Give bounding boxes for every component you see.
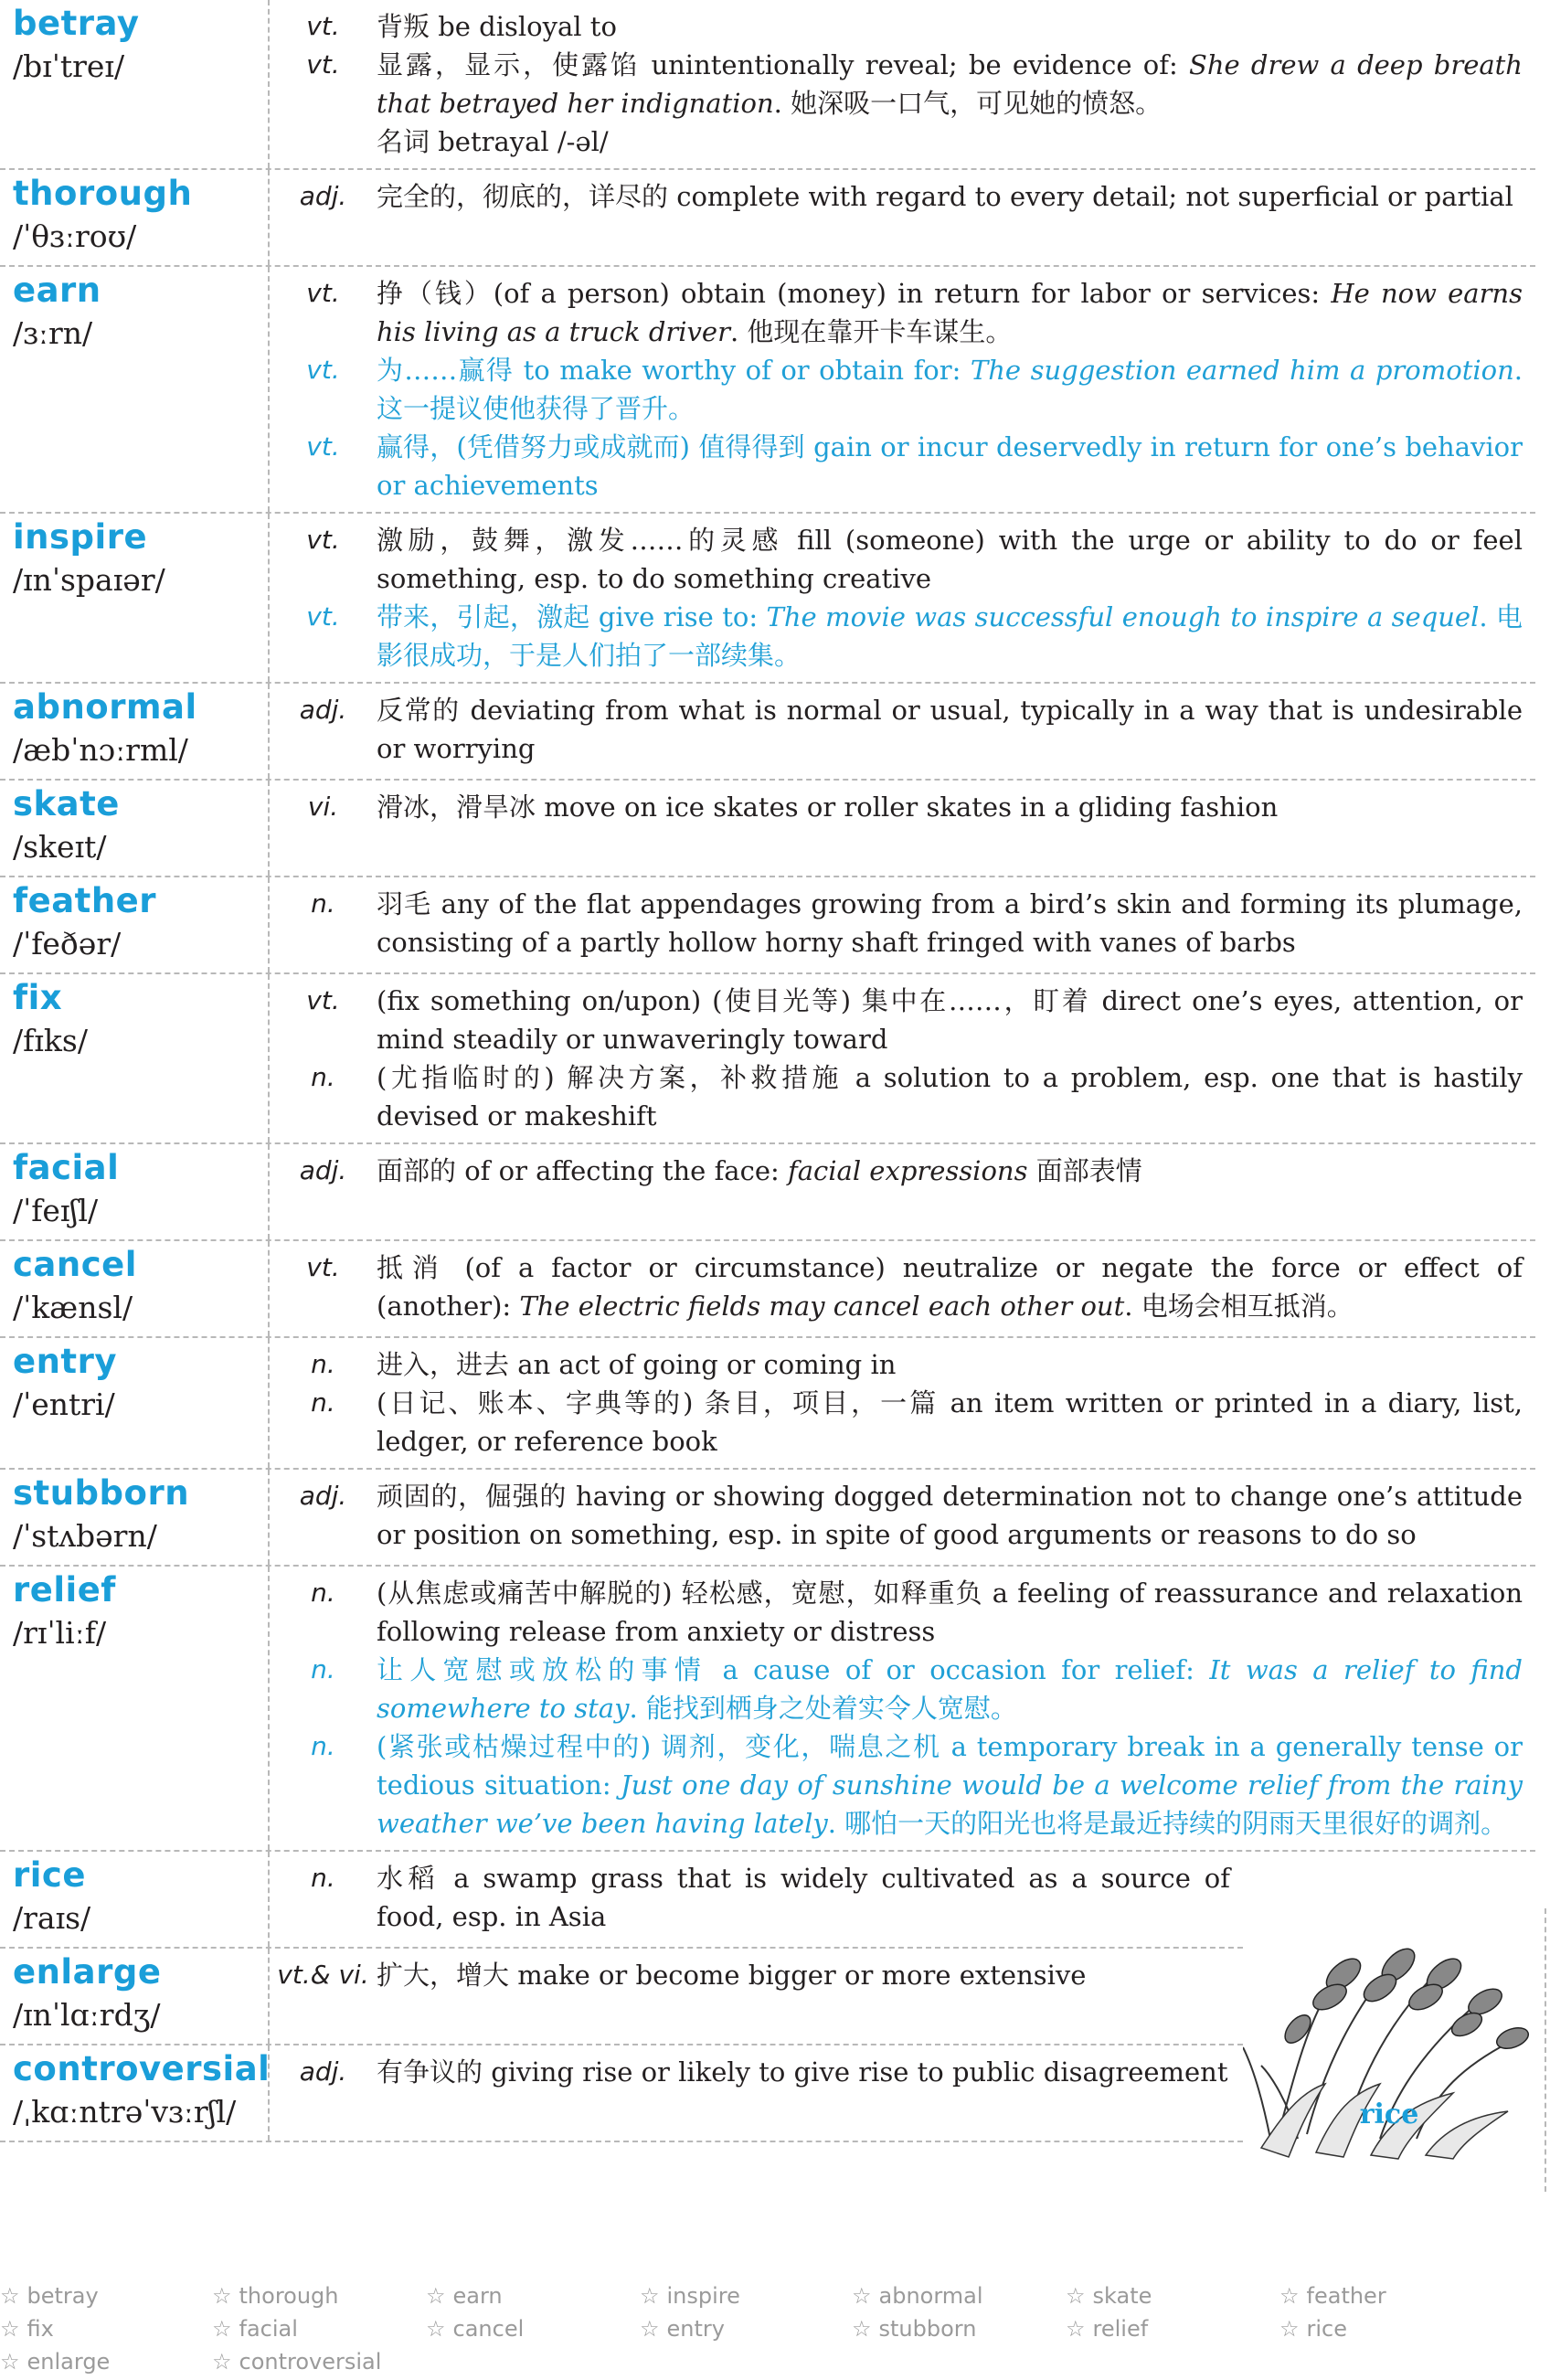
entry-fix — [0, 974, 1535, 1144]
index-item[interactable] — [0, 2312, 54, 2345]
definition — [377, 428, 1523, 505]
index-item[interactable] — [212, 2279, 339, 2312]
sense — [270, 7, 1523, 46]
star-icon: ☆ — [852, 2283, 872, 2309]
headword-column — [0, 684, 270, 779]
phonetic: /ˈentri/ — [13, 1387, 115, 1422]
definition — [377, 1058, 1523, 1135]
definition-text: 扩大，增大 make or become bigger or more extensive — [377, 1960, 1087, 1991]
part-of-speech: adj. — [299, 2056, 347, 2087]
part-of-speech: vt. — [306, 11, 340, 41]
headword: betray — [13, 4, 140, 43]
sense — [270, 274, 1523, 351]
definition — [377, 521, 1523, 598]
star-icon: ☆ — [212, 2283, 232, 2309]
definition — [377, 274, 1523, 351]
index-item[interactable] — [0, 2345, 110, 2378]
star-icon: ☆ — [426, 2283, 446, 2309]
phonetic: /ˈkænsl/ — [13, 1290, 133, 1325]
index-word: controversial — [239, 2349, 382, 2375]
sense — [270, 1574, 1523, 1651]
definition-text: 显露，显示，使露馅 unintentionally reveal; be evidence of: — [377, 49, 1189, 80]
definition — [377, 2053, 1230, 2091]
headword: facial — [13, 1148, 120, 1187]
definition-text: 面部的 of or affecting the face: — [377, 1155, 788, 1186]
phonetic: /ɪnˈlɑːrdʒ/ — [13, 1997, 161, 2033]
definition-text: . 他现在靠开卡车谋生。 — [729, 316, 1013, 347]
definition-column — [270, 1470, 1535, 1565]
part-of-speech: n. — [311, 1387, 335, 1418]
index-word: rice — [1306, 2316, 1348, 2342]
definition-column — [270, 0, 1535, 168]
definition — [377, 788, 1523, 826]
star-icon: ☆ — [1279, 2283, 1300, 2309]
sense — [270, 885, 1523, 962]
part-of-speech: vt. — [306, 278, 340, 308]
definition-text: (从焦虑或痛苦中解脱的) 轻松感，宽慰，如释重负 a feeling of reassurance and relaxation following release from anxiety or distress — [377, 1578, 1523, 1647]
index-word: fix — [27, 2316, 54, 2342]
entry-thorough — [0, 170, 1535, 267]
index-item[interactable] — [426, 2312, 524, 2345]
index-item[interactable] — [1066, 2312, 1148, 2345]
sense — [270, 691, 1523, 768]
definition-text: 反常的 deviating from what is normal or usual, typically in a way that is undesirable or worrying — [377, 695, 1523, 764]
sense — [270, 46, 1523, 122]
headword-column — [0, 1949, 270, 2044]
part-of-speech: n. — [311, 1349, 335, 1379]
definition-text: 进入，进去 an act of going or coming in — [377, 1349, 897, 1380]
headword-column — [0, 2045, 270, 2141]
definition-column — [270, 1144, 1535, 1239]
word-index — [0, 2279, 1550, 2378]
phonetic: /ˈfeðər/ — [13, 926, 122, 962]
definition — [377, 598, 1523, 675]
part-of-speech: vt. — [306, 525, 340, 555]
star-icon: ☆ — [426, 2316, 446, 2342]
phonetic: /skeɪt/ — [13, 829, 107, 865]
derived-form-row — [270, 122, 1523, 161]
entry-rice — [0, 1852, 1243, 1949]
headword: enlarge — [13, 1952, 162, 1992]
star-icon: ☆ — [1279, 2316, 1300, 2342]
entry-stubborn — [0, 1470, 1535, 1567]
sense — [270, 598, 1523, 675]
star-icon: ☆ — [640, 2283, 660, 2309]
headword: entry — [13, 1342, 117, 1381]
definition — [377, 1651, 1523, 1727]
part-of-speech: n. — [311, 1731, 335, 1761]
headword-column — [0, 1241, 270, 1336]
index-row — [0, 2312, 1550, 2345]
definition-text: 滑冰，滑旱冰 move on ice skates or roller skates in a gliding fashion — [377, 792, 1279, 823]
definition-text: 为……赢得 to make worthy of or obtain for: — [377, 355, 971, 386]
part-of-speech: n. — [311, 1863, 335, 1893]
example-sentence: The suggestion earned him a promotion — [970, 355, 1514, 386]
definition-column — [270, 684, 1535, 779]
definition — [377, 177, 1523, 216]
part-of-speech: adj. — [299, 1155, 347, 1185]
headword: abnormal — [13, 687, 197, 727]
definition-text: 羽毛 any of the flat appendages growing from a bird’s skin and forming its plumage, consisting of a partly hollow horny shaft fringed with vanes of barbs — [377, 888, 1523, 958]
part-of-speech: n. — [311, 888, 335, 919]
sense — [270, 1384, 1523, 1461]
definition-text: (fix something on/upon) (使目光等) 集中在……，盯着 direct one’s eyes, attention, or mind steadily or unwaveringly toward — [377, 985, 1523, 1055]
part-of-speech: vt. — [306, 1252, 340, 1282]
index-word: inspire — [666, 2283, 740, 2309]
phonetic: /ˌkɑːntrəˈvɜːrʃl/ — [13, 2094, 237, 2130]
sense — [270, 1058, 1523, 1135]
sense — [270, 1727, 1523, 1843]
definition — [377, 1574, 1523, 1651]
index-word: thorough — [239, 2283, 339, 2309]
definition-text: 抵消 (of a factor or circumstance) neutralize or negate the force or effect of (another): — [377, 1252, 1523, 1322]
star-icon: ☆ — [0, 2349, 20, 2375]
example-sentence: The movie was successful enough to inspire a sequel — [766, 601, 1480, 632]
sense — [270, 521, 1523, 598]
part-of-speech: adj. — [299, 181, 347, 211]
headword-column — [0, 974, 270, 1142]
phonetic: /rɪˈliːf/ — [13, 1615, 107, 1651]
headword-column — [0, 877, 270, 972]
definition-column — [270, 877, 1535, 972]
phonetic: /æbˈnɔːrml/ — [13, 732, 188, 768]
definition-text: 赢得，(凭借努力或成就而) 值得得到 gain or incur deservedly in return for one’s behavior or achievements — [377, 431, 1523, 501]
headword-column — [0, 1338, 270, 1468]
part-of-speech: vt. — [306, 431, 340, 462]
index-item[interactable] — [212, 2312, 298, 2345]
sense — [270, 1859, 1230, 1936]
sense — [270, 177, 1523, 216]
headword-column — [0, 781, 270, 876]
star-icon: ☆ — [1066, 2316, 1086, 2342]
headword-column — [0, 1470, 270, 1565]
definition-text: 有争议的 giving rise or likely to give rise to public disagreement — [377, 2056, 1228, 2088]
star-icon: ☆ — [1066, 2283, 1086, 2309]
sense — [270, 1651, 1523, 1727]
headword-column — [0, 1567, 270, 1850]
headword: feather — [13, 881, 157, 920]
entry-abnormal — [0, 684, 1535, 781]
definition-text: . 电场会相互抵消。 — [1124, 1291, 1354, 1322]
phonetic: /fɪks/ — [13, 1023, 88, 1058]
definition-column — [270, 170, 1535, 265]
entry-earn — [0, 267, 1535, 514]
headword: cancel — [13, 1245, 137, 1284]
headword-column — [0, 514, 270, 682]
definition — [377, 1152, 1523, 1190]
definition-column — [270, 974, 1535, 1142]
definition-text: 激励，鼓舞，激发……的灵感 fill (someone) with the urge or ability to do or feel something, esp. to do something creative — [377, 525, 1523, 594]
index-word: stubborn — [878, 2316, 977, 2342]
entry-skate — [0, 781, 1535, 877]
definition — [377, 1859, 1230, 1936]
index-word: facial — [239, 2316, 298, 2342]
phonetic: /ɪnˈspaɪər/ — [13, 562, 165, 598]
definition-column — [270, 1241, 1535, 1336]
sense — [270, 982, 1523, 1058]
star-icon: ☆ — [212, 2316, 232, 2342]
index-word: relief — [1092, 2316, 1149, 2342]
index-word: betray — [27, 2283, 99, 2309]
entry-betray — [0, 0, 1535, 170]
headword: skate — [13, 784, 120, 823]
part-of-speech: vt. — [306, 601, 340, 632]
definition-column — [270, 2045, 1243, 2141]
definition-text: . 电影很成功，于是人们拍了一部续集。 — [377, 601, 1523, 671]
definition-column — [270, 267, 1535, 512]
headword-column — [0, 1144, 270, 1239]
index-word: skate — [1092, 2283, 1152, 2309]
sense — [270, 1345, 1523, 1384]
part-of-speech: adj. — [299, 1481, 347, 1511]
index-row — [0, 2279, 1550, 2312]
definition-column — [270, 1852, 1243, 1947]
sense — [270, 2053, 1230, 2091]
part-of-speech: vt. — [306, 985, 340, 1015]
definition — [377, 1248, 1523, 1325]
index-item[interactable] — [426, 2279, 503, 2312]
entry-facial — [0, 1144, 1535, 1241]
phonetic: /ˈstʌbərn/ — [13, 1518, 157, 1554]
part-of-speech: adj. — [299, 695, 347, 725]
entry-controversial — [0, 2045, 1243, 2142]
phonetic: /raɪs/ — [13, 1900, 91, 1936]
headword: stubborn — [13, 1473, 190, 1513]
part-of-speech: vt.& vi. — [277, 1960, 369, 1990]
part-of-speech: n. — [311, 1578, 335, 1608]
definition-text: 挣（钱）(of a person) obtain (money) in return for labor or services: — [377, 278, 1332, 309]
index-word: earn — [452, 2283, 503, 2309]
phonetic: /bɪˈtreɪ/ — [13, 48, 125, 84]
definition-column — [270, 1338, 1535, 1468]
definition-column — [270, 781, 1535, 876]
example-sentence: facial expressions — [787, 1155, 1028, 1186]
sense — [270, 1248, 1523, 1325]
definition-text: 面部表情 — [1027, 1155, 1142, 1186]
star-icon: ☆ — [0, 2283, 20, 2309]
index-item[interactable] — [212, 2345, 381, 2378]
index-item[interactable] — [1279, 2312, 1347, 2345]
derived-form: 名词 betrayal /-əl/ — [377, 126, 609, 157]
definition-text: . 这一提议使他获得了晋升。 — [377, 355, 1523, 424]
star-icon: ☆ — [212, 2349, 232, 2375]
entry-feather — [0, 877, 1535, 974]
definition-text: 完全的，彻底的，详尽的 complete with regard to every detail; not superficial or partial — [377, 181, 1513, 212]
definition-text: 背叛 be disloyal to — [377, 11, 617, 42]
index-word: entry — [666, 2316, 725, 2342]
definition — [377, 7, 1523, 46]
index-item[interactable] — [852, 2312, 976, 2345]
entry-cancel — [0, 1241, 1535, 1338]
definition-text: (日记、账本、字典等的) 条目，项目，一篇 an item written or printed in a diary, list, ledger, or reference book — [377, 1387, 1523, 1457]
definition-text: . 哪怕一天的阳光也将是最近持续的阴雨天里很好的调剂。 — [827, 1808, 1508, 1839]
entry-entry — [0, 1338, 1535, 1470]
index-word: feather — [1306, 2283, 1386, 2309]
index-item[interactable] — [640, 2312, 725, 2345]
definition — [377, 691, 1523, 768]
index-row — [0, 2345, 1550, 2378]
part-of-speech: vi. — [307, 792, 339, 822]
part-of-speech: n. — [311, 1654, 335, 1684]
sense — [270, 1152, 1523, 1190]
headword: rice — [13, 1855, 86, 1895]
definition-column — [270, 1949, 1243, 2044]
part-of-speech: vt. — [306, 49, 340, 80]
headword: earn — [13, 271, 101, 310]
headword: inspire — [13, 517, 148, 557]
index-word: cancel — [452, 2316, 525, 2342]
headword-column — [0, 0, 270, 168]
star-icon: ☆ — [852, 2316, 872, 2342]
example-sentence: Just one day of sunshine would be a welcome relief from the rainy weather we’ve been having lately — [377, 1769, 1523, 1839]
definition-column — [270, 1567, 1535, 1850]
definition — [377, 982, 1523, 1058]
definition — [377, 1956, 1230, 1994]
entry-relief — [0, 1567, 1535, 1852]
definition-text: 水稻 a swamp grass that is widely cultivated as a source of food, esp. in Asia — [377, 1863, 1230, 1932]
index-item[interactable] — [0, 2279, 99, 2312]
phonetic: /ɜːrn/ — [13, 315, 93, 351]
definition-text: . 她深吸一口气，可见她的愤怒。 — [773, 88, 1162, 119]
part-of-speech: n. — [311, 1062, 335, 1092]
sense — [270, 1477, 1523, 1554]
definition-text: 带来，引起，激起 give rise to: — [377, 601, 767, 632]
figure-caption: rice — [1359, 2098, 1419, 2130]
headword: controversial — [13, 2049, 271, 2088]
phonetic: /ˈθɜːroʊ/ — [13, 218, 137, 254]
sense — [270, 351, 1523, 428]
definition — [377, 1477, 1523, 1554]
headword-column — [0, 267, 270, 512]
spacer — [270, 122, 377, 161]
headword: fix — [13, 978, 63, 1017]
headword-column — [0, 170, 270, 265]
definition — [377, 1727, 1523, 1843]
example-sentence: The electric fields may cancel each other out — [519, 1291, 1125, 1322]
definition — [377, 1384, 1523, 1461]
sense — [270, 1956, 1230, 1994]
index-item[interactable] — [1279, 2279, 1386, 2312]
definition — [377, 885, 1523, 962]
definition — [377, 1345, 1523, 1384]
phonetic: /ˈfeɪʃl/ — [13, 1193, 99, 1228]
definition-text: (紧张或枯燥过程中的) 调剂，变化，喘息之机 a temporary break in a generally tense or tedious situation: — [377, 1731, 1523, 1801]
entry-inspire — [0, 514, 1535, 684]
index-item[interactable] — [640, 2279, 740, 2312]
entry-enlarge — [0, 1949, 1243, 2045]
definition-text: (尤指临时的) 解决方案，补救措施 a solution to a problem, esp. one that is hastily devised or makeshift — [377, 1062, 1523, 1132]
example-sentence: He now earns his living as a truck driver — [377, 278, 1523, 347]
headword: relief — [13, 1570, 116, 1610]
example-sentence: She drew a deep breath that betrayed her indignation — [377, 49, 1523, 119]
star-icon: ☆ — [640, 2316, 660, 2342]
index-word: abnormal — [878, 2283, 983, 2309]
sense — [270, 428, 1523, 505]
figure-divider — [1545, 1908, 1546, 2192]
definition — [377, 46, 1523, 122]
example-sentence: It was a relief to find somewhere to stay — [377, 1654, 1523, 1724]
rice-plant-icon — [1243, 1910, 1535, 2184]
definition-text: . 能找到栖身之处着实令人宽慰。 — [629, 1693, 1017, 1724]
headword: thorough — [13, 174, 193, 213]
index-item[interactable] — [852, 2279, 983, 2312]
sense — [270, 788, 1523, 826]
definition-text: 让人宽慰或放松的事情 a cause of or occasion for relief: — [377, 1654, 1210, 1685]
star-icon: ☆ — [0, 2316, 20, 2342]
index-word: enlarge — [27, 2349, 111, 2375]
part-of-speech: vt. — [306, 355, 340, 385]
definition-text: 顽固的，倔强的 having or showing dogged determination not to change one’s attitude or position on something, esp. in spite of good arguments or reasons to do so — [377, 1481, 1523, 1550]
headword-column — [0, 1852, 270, 1947]
definition-column — [270, 514, 1535, 682]
definition — [377, 351, 1523, 428]
index-item[interactable] — [1066, 2279, 1152, 2312]
